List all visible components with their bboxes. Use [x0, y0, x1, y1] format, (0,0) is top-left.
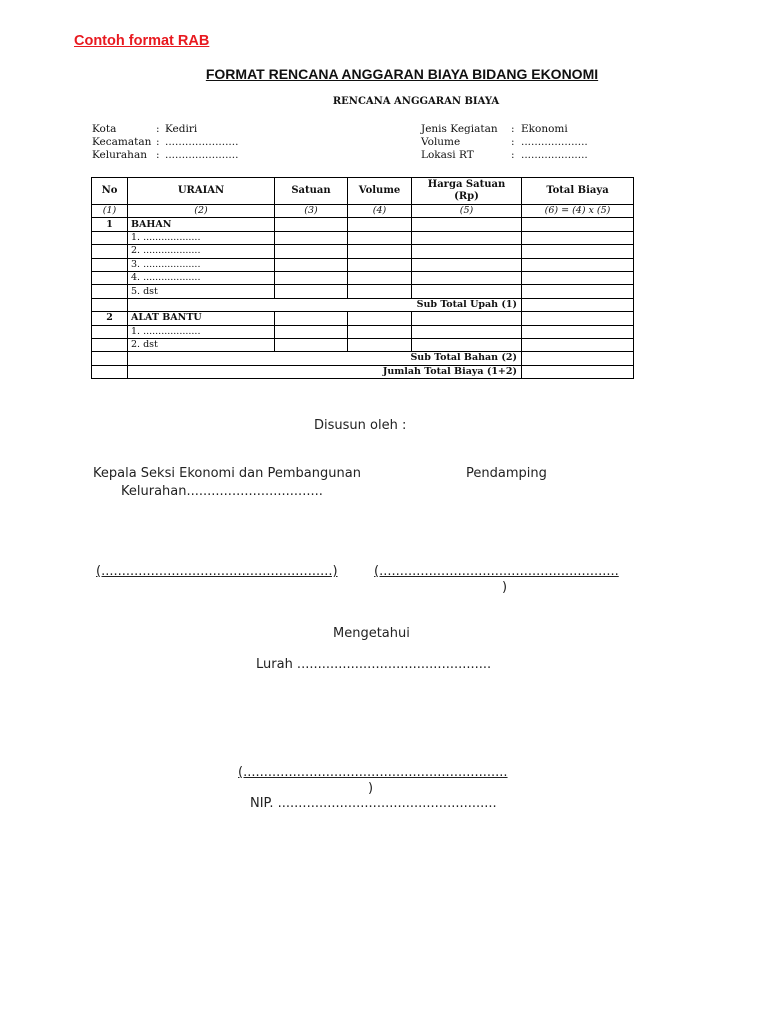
header-total-biaya: Total Biaya: [522, 178, 634, 205]
budget-table: [91, 177, 634, 379]
table-cell: [348, 231, 412, 244]
table-cell: [92, 352, 128, 365]
table-cell: [92, 231, 128, 244]
table-row: [92, 285, 634, 298]
table-cell: [92, 298, 128, 311]
document-title: [0, 66, 768, 82]
info-kecamatan-sep: :: [156, 136, 160, 148]
left-role-line2: Kelurahan.................................: [121, 484, 323, 499]
table-cell: [275, 338, 348, 351]
table-cell: [412, 338, 522, 351]
table-cell: [92, 271, 128, 284]
table-cell: [348, 218, 412, 231]
document-title-text: FORMAT RENCANA ANGGARAN BIAYA BIDANG EKONOMI: [205, 66, 599, 82]
prepared-by-label: Disusun oleh :: [314, 418, 407, 433]
table-row: [92, 271, 634, 284]
table-cell: 2. ...................: [128, 245, 275, 258]
table-cell: [522, 245, 634, 258]
table-cell: [412, 325, 522, 338]
table-cell: [348, 271, 412, 284]
table-cell: [522, 231, 634, 244]
table-cell: [275, 312, 348, 325]
header-satuan: Satuan: [275, 178, 348, 205]
table-cell: [522, 352, 634, 365]
table-row: [92, 258, 634, 271]
table-cell: [275, 245, 348, 258]
table-cell: [348, 338, 412, 351]
table-cell: 1. ...................: [128, 325, 275, 338]
grand-total-label: Jumlah Total Biaya (1+2): [128, 365, 522, 378]
table-cell: [92, 338, 128, 351]
acknowledged-label: Mengetahui: [333, 626, 410, 641]
table-cell: 4. ...................: [128, 271, 275, 284]
table-row: [92, 338, 634, 351]
info-lokasi-rt-value: ....................: [521, 149, 588, 161]
info-lokasi-rt-label: Lokasi RT: [421, 149, 474, 161]
table-row-section-alat-bantu: [92, 312, 634, 325]
table-row: [92, 245, 634, 258]
table-cell: 3. ...................: [128, 258, 275, 271]
info-right: [421, 123, 588, 162]
table-cell: [412, 285, 522, 298]
header-no: No: [92, 178, 128, 205]
table-row: [92, 231, 634, 244]
info-kota-value: Kediri: [165, 123, 198, 135]
table-cell: [412, 258, 522, 271]
info-jenis-kegiatan-sep: :: [511, 123, 515, 135]
info-jenis-kegiatan-label: Jenis Kegiatan: [421, 123, 498, 135]
info-jenis-kegiatan-value: Ekonomi: [521, 123, 568, 135]
table-cell: (1): [92, 205, 128, 218]
table-row-grand-total: [92, 365, 634, 378]
table-row-subtotal-1: [92, 298, 634, 311]
table-row-section-bahan: [92, 218, 634, 231]
subtotal-bahan-label: Sub Total Bahan (2): [128, 352, 522, 365]
table-cell: 2. dst: [128, 338, 275, 351]
right-signature-close: ): [502, 580, 508, 595]
table-cell: [522, 258, 634, 271]
lurah-signature-close: ): [368, 781, 374, 796]
header-harga-satuan: Harga Satuan (Rp): [412, 178, 522, 205]
document-subtitle: [0, 96, 768, 107]
info-kecamatan-label: Kecamatan: [92, 136, 152, 148]
table-cell: [275, 271, 348, 284]
table-cell: [275, 218, 348, 231]
table-cell: [412, 245, 522, 258]
table-cell: (5): [412, 205, 522, 218]
table-cell: [348, 325, 412, 338]
table-cell: [412, 231, 522, 244]
table-cell: [522, 312, 634, 325]
table-cell: 5. dst: [128, 285, 275, 298]
table-cell: [522, 325, 634, 338]
table-cell: 1: [92, 218, 128, 231]
table-cell: [275, 231, 348, 244]
table-cell: (2): [128, 205, 275, 218]
right-role: Pendamping: [466, 466, 547, 481]
table-cell: [348, 285, 412, 298]
table-cell: [412, 218, 522, 231]
nip-label: NIP. .....................................................: [250, 796, 497, 811]
table-numbering-row: [92, 205, 634, 218]
table-cell: 1. ...................: [128, 231, 275, 244]
table-cell: (3): [275, 205, 348, 218]
table-cell: [522, 298, 634, 311]
table-cell: [348, 312, 412, 325]
info-kelurahan-sep: :: [156, 149, 160, 161]
table-cell: [92, 245, 128, 258]
table-cell: [348, 245, 412, 258]
info-kecamatan-value: ......................: [165, 136, 239, 148]
info-kelurahan-value: ......................: [165, 149, 239, 161]
table-row: [92, 325, 634, 338]
table-cell: [275, 285, 348, 298]
table-cell: [412, 271, 522, 284]
right-signature-line: (..........................................................: [374, 564, 619, 579]
lurah-signature-line: (................................................................: [238, 765, 508, 780]
info-kelurahan-label: Kelurahan: [92, 149, 147, 161]
table-cell: [348, 258, 412, 271]
table-cell: [522, 271, 634, 284]
table-cell: (4): [348, 205, 412, 218]
left-role-line1: Kepala Seksi Ekonomi dan Pembangunan: [93, 466, 361, 481]
table-cell: [522, 365, 634, 378]
info-left: [92, 123, 238, 162]
table-cell: (6) = (4) x (5): [522, 205, 634, 218]
table-cell: [522, 218, 634, 231]
table-cell: [92, 258, 128, 271]
header-uraian: URAIAN: [128, 178, 275, 205]
document-subtitle-text: RENCANA ANGGARAN BIAYA: [332, 96, 500, 107]
info-volume-label: Volume: [421, 136, 461, 148]
table-cell: BAHAN: [128, 218, 275, 231]
table-cell: [92, 285, 128, 298]
table-cell: [412, 312, 522, 325]
subtotal-upah-label: Sub Total Upah (1): [128, 298, 522, 311]
info-lokasi-rt-sep: :: [511, 149, 515, 161]
info-kota-label: Kota: [92, 123, 117, 135]
table-cell: [275, 258, 348, 271]
table-row-subtotal-2: [92, 352, 634, 365]
table-cell: [522, 338, 634, 351]
info-kota-sep: :: [156, 123, 160, 135]
table-cell: 2: [92, 312, 128, 325]
example-label: Contoh format RAB: [74, 33, 210, 49]
table-cell: [522, 285, 634, 298]
table-cell: [92, 325, 128, 338]
table-header-row: [92, 178, 634, 205]
lurah-label: Lurah ...............................................: [256, 657, 492, 672]
header-volume: Volume: [348, 178, 412, 205]
info-volume-value: ....................: [521, 136, 588, 148]
left-signature-line: (........................................................): [96, 564, 338, 579]
info-volume-sep: :: [511, 136, 515, 148]
table-cell: [275, 325, 348, 338]
table-cell: [92, 365, 128, 378]
table-cell: ALAT BANTU: [128, 312, 275, 325]
